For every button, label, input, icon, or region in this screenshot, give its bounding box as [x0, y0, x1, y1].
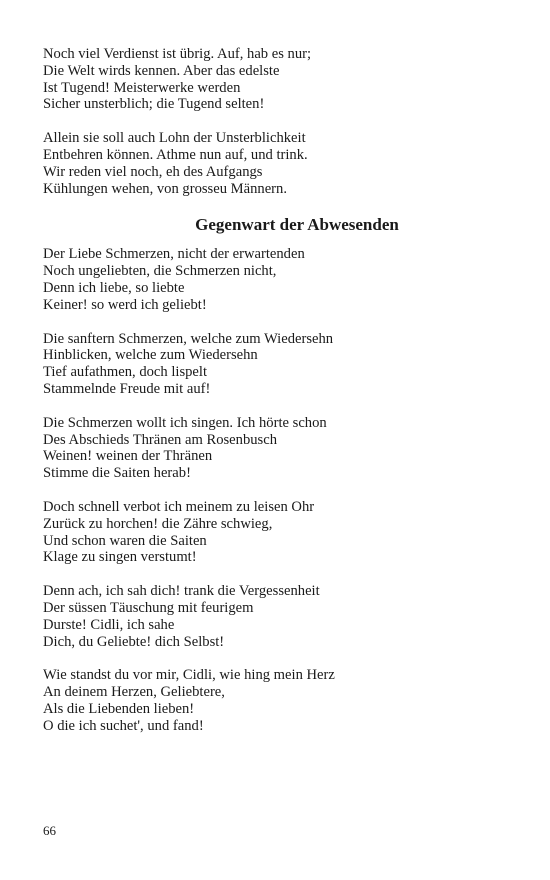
- verse-line: Keiner! so werd ich geliebt!: [43, 296, 207, 313]
- verse-line: Noch viel Verdienst ist übrig. Auf, hab es nur;: [43, 46, 312, 62]
- verse-line: Hinblicken, welche zum Wiedersehn: [43, 347, 258, 364]
- verse-line: Der Liebe Schmerzen, nicht der erwartenden: [43, 246, 305, 263]
- verse-line: Und schon waren die Saiten: [43, 532, 207, 549]
- verse-line: Tief aufathmen, doch lispelt: [43, 364, 208, 381]
- stanza: [43, 46, 513, 113]
- stanza: [43, 130, 513, 197]
- verse-line: Sicher unsterblich; die Tugend selten!: [43, 96, 265, 113]
- verse-line: Denn ich liebe, so liebte: [43, 279, 185, 296]
- page-body: [43, 46, 513, 752]
- verse-line: Wir reden viel noch, eh des Aufgangs: [43, 163, 263, 180]
- stanza: [43, 499, 513, 566]
- verse-line: Stammelnde Freude mit auf!: [43, 380, 211, 397]
- poem: [43, 246, 513, 734]
- poem-title: Gegenwart der Abwesenden: [195, 215, 399, 235]
- stanza: [43, 415, 513, 482]
- stanza: [43, 667, 513, 734]
- verse-line: Des Abschieds Thränen am Rosenbusch: [43, 431, 277, 448]
- verse-line: Als die Liebenden lieben!: [43, 700, 195, 717]
- stanza: [43, 246, 513, 313]
- verse-line: Kühlungen wehen, von grosseu Männern.: [43, 180, 287, 197]
- verse-line: Wie standst du vor mir, Cidli, wie hing mein Herz: [43, 667, 335, 684]
- verse-line: Die Schmerzen wollt ich singen. Ich hörte schon: [43, 414, 327, 431]
- verse-line: Stimme die Saiten herab!: [43, 465, 191, 482]
- verse-line: Durste! Cidli, ich sahe: [43, 616, 175, 633]
- prior-poem: [43, 46, 513, 197]
- verse-line: Der süssen Täuschung mit feurigem: [43, 599, 254, 616]
- verse-line: Noch ungeliebten, die Schmerzen nicht,: [43, 263, 277, 280]
- verse-line: Weinen! weinen der Thränen: [43, 448, 213, 465]
- verse-line: Allein sie soll auch Lohn der Unsterblichkeit: [43, 130, 306, 147]
- verse-line: Zurück zu horchen! die Zähre schwieg,: [43, 515, 273, 532]
- page-number: 66: [43, 823, 56, 838]
- verse-line: O die ich suchet', und fand!: [43, 717, 204, 734]
- verse-line: Entbehren können. Athme nun auf, und trink.: [43, 146, 308, 163]
- verse-line: Denn ach, ich sah dich! trank die Vergessenheit: [43, 583, 320, 600]
- stanza: [43, 331, 513, 398]
- verse-line: Dich, du Geliebte! dich Selbst!: [43, 633, 225, 650]
- verse-line: Doch schnell verbot ich meinem zu leisen Ohr: [43, 498, 315, 515]
- verse-line: An deinem Herzen, Geliebtere,: [43, 684, 225, 701]
- verse-line: Ist Tugend! Meisterwerke werden: [43, 79, 241, 96]
- stanza: [43, 583, 513, 650]
- verse-line: Klage zu singen verstumt!: [43, 549, 197, 566]
- verse-line: Die sanftern Schmerzen, welche zum Wiedersehn: [43, 330, 334, 347]
- verse-line: Die Welt wirds kennen. Aber das edelste: [43, 62, 280, 79]
